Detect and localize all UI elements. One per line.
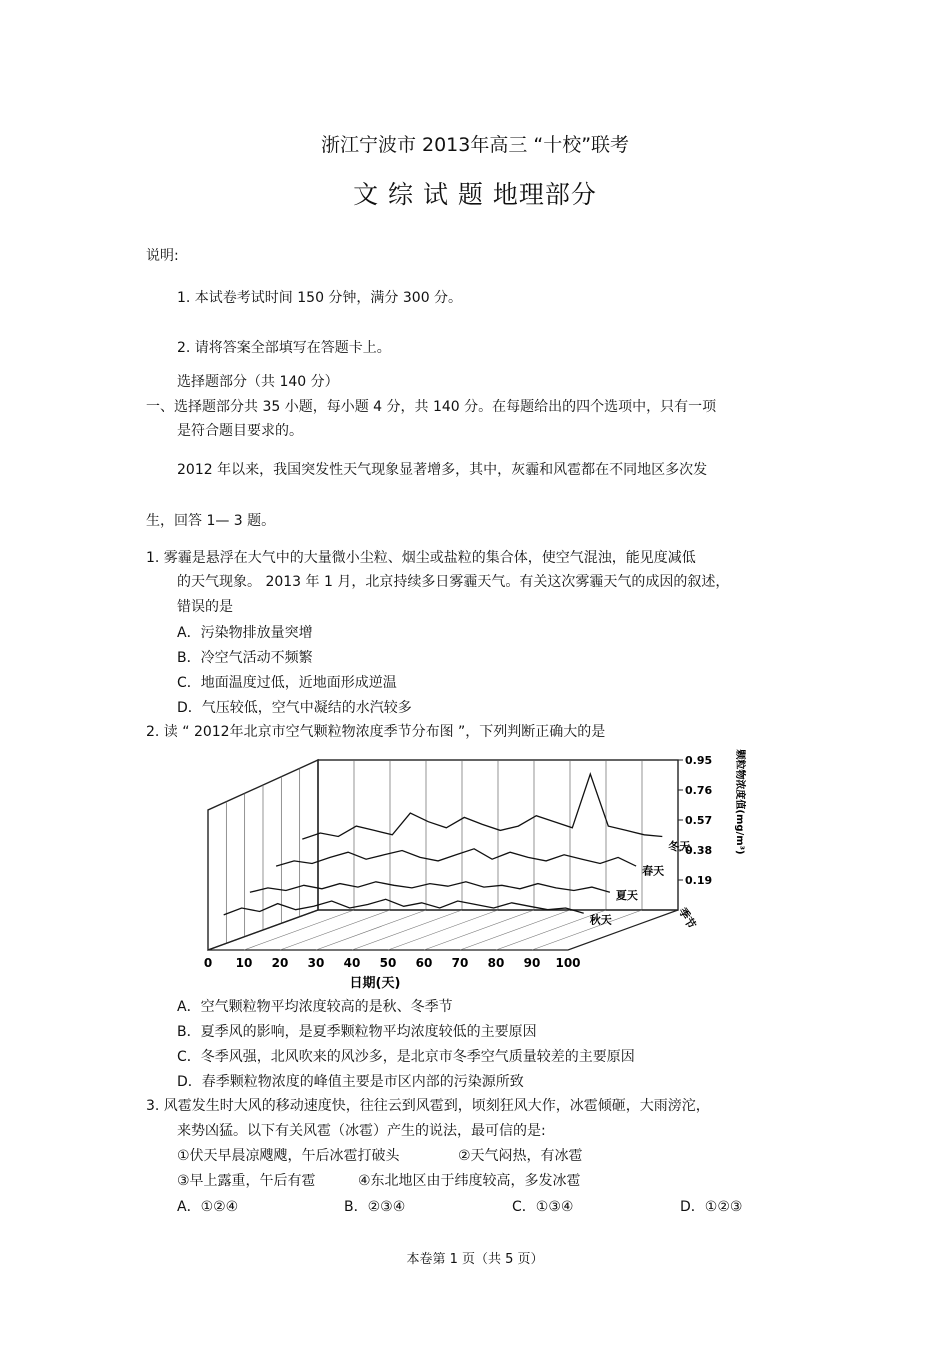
- floor-grid-line: [388, 910, 498, 950]
- q2-option-b: B．夏季风的影响，是夏季颗粒物平均浓度较低的主要原因: [177, 1024, 537, 1040]
- x-tick-label: 0: [203, 956, 213, 970]
- y-axis-label: 颗粒物浓度值(mg/m³): [734, 749, 745, 855]
- instruction-2: 2. 请将答案全部填写在答题卡上。: [177, 340, 391, 356]
- part-description-line1: 一、选择题部分共 35 小题，每小题 4 分，共 140 分。在每题给出的四个选项中，只有一项: [146, 399, 717, 415]
- q2-option-a: A．空气颗粒物平均浓度较高的是秋、冬季节: [177, 999, 453, 1015]
- y-tick-label: 0.19: [685, 874, 713, 887]
- q3-stem-line1: 3. 风雹发生时大风的移动速度快，往往云到风雹到，顷刻狂风大作，冰雹倾砸，大雨滂沱，: [146, 1098, 710, 1114]
- floor-grid-line: [316, 910, 426, 950]
- x-tick-label: 100: [555, 956, 581, 970]
- y-tick-label: 0.76: [685, 784, 713, 797]
- q1-option-b: B．冷空气活动不频繁: [177, 650, 313, 666]
- series-label-3: 夏天: [615, 888, 638, 902]
- x-tick-label: 60: [415, 956, 433, 970]
- q1-stem-line1: 1. 雾霾是悬浮在大气中的大量微小尘粒、烟尘或盐粒的集合体，使空气混浊，能见度减低: [146, 550, 696, 566]
- floor-grid-line: [244, 910, 354, 950]
- series-line-3: [250, 882, 610, 893]
- y-tick-label: 0.57: [685, 814, 713, 827]
- q3-statement-4: ④东北地区由于纬度较高，多发冰雹: [358, 1173, 581, 1189]
- chart-series: [224, 774, 691, 926]
- series-line-4: [224, 899, 584, 915]
- series-label-4: 秋天: [589, 913, 612, 927]
- exam-title: 浙江宁波市 2013年高三 “十校”联考: [320, 134, 630, 156]
- x-tick-label: 40: [343, 956, 361, 970]
- y-tick-label: 0.38: [685, 844, 713, 857]
- floor-grid-line: [424, 910, 534, 950]
- x-axis-label: 日期(天): [349, 976, 401, 991]
- x-tick-label: 70: [451, 956, 469, 970]
- series-line-1: [302, 774, 662, 839]
- x-tick-label: 80: [487, 956, 505, 970]
- context-line2: 生，回答 1— 3 题。: [146, 513, 276, 529]
- q2-option-d: D．春季颗粒物浓度的峰值主要是市区内部的污染源所致: [177, 1074, 524, 1090]
- q1-option-d: D．气压较低，空气中凝结的水汽较多: [177, 700, 412, 716]
- section-heading: 选择题部分（共 140 分）: [177, 374, 339, 390]
- floor-grid-line: [532, 910, 642, 950]
- q2-stem: 2. 读 “ 2012年北京市空气颗粒物浓度季节分布图 ”，下列判断正确大的是: [146, 724, 606, 740]
- z-axis-label: 季节: [675, 905, 699, 932]
- series-label-1: 冬天: [668, 840, 691, 854]
- q1-stem-line3: 错误的是: [177, 599, 233, 615]
- x-tick-label: 20: [271, 956, 289, 970]
- floor-grid-line: [280, 910, 390, 950]
- q3-option-c: C．①③④: [512, 1199, 574, 1215]
- floor-grid-line: [352, 910, 462, 950]
- q3-stem-line2: 来势凶猛。以下有关风雹（冰雹）产生的说法，最可信的是:: [177, 1123, 546, 1139]
- q3-statement-1: ①伏天早晨凉飕飕，午后冰雹打破头: [177, 1148, 400, 1164]
- q1-option-a: A．污染物排放量突增: [177, 625, 313, 641]
- q3-option-d: D．①②③: [680, 1199, 743, 1215]
- q2-option-c: C．冬季风强，北风吹来的风沙多，是北京市冬季空气质量较差的主要原因: [177, 1049, 635, 1065]
- series-line-2: [276, 849, 636, 866]
- instruction-1: 1. 本试卷考试时间 150 分钟，满分 300 分。: [177, 290, 463, 306]
- particulate-chart-svg: [190, 742, 750, 992]
- part-description-line2: 是符合题目要求的。: [177, 423, 303, 439]
- page-footer: 本卷第 1 页（共 5 页）: [406, 1252, 544, 1267]
- instructions-label: 说明:: [146, 248, 179, 264]
- q3-option-b: B．②③④: [344, 1199, 406, 1215]
- q3-statement-2: ②天气闷热，有冰雹: [458, 1148, 583, 1164]
- context-line1: 2012 年以来，我国突发性天气现象显著增多，其中，灰霾和风雹都在不同地区多次发: [177, 462, 708, 478]
- q1-stem-line2: 的天气现象。 2013 年 1 月，北京持续多日雾霾天气。有关这次雾霾天气的成因的叙述，: [177, 574, 730, 590]
- y-tick-label: 0.95: [685, 754, 713, 767]
- q3-option-a: A．①②④: [177, 1199, 239, 1215]
- series-label-2: 春天: [642, 864, 665, 878]
- floor-grid-line: [460, 910, 570, 950]
- x-tick-label: 10: [235, 956, 253, 970]
- particulate-chart: [190, 742, 750, 992]
- x-tick-label: 30: [307, 956, 325, 970]
- exam-subtitle: 文 综 试 题 地理部分: [353, 180, 597, 209]
- x-tick-label: 50: [379, 956, 397, 970]
- q3-statement-3: ③早上露重，午后有雹: [177, 1173, 316, 1189]
- x-tick-label: 90: [523, 956, 541, 970]
- q1-option-c: C．地面温度过低，近地面形成逆温: [177, 675, 397, 691]
